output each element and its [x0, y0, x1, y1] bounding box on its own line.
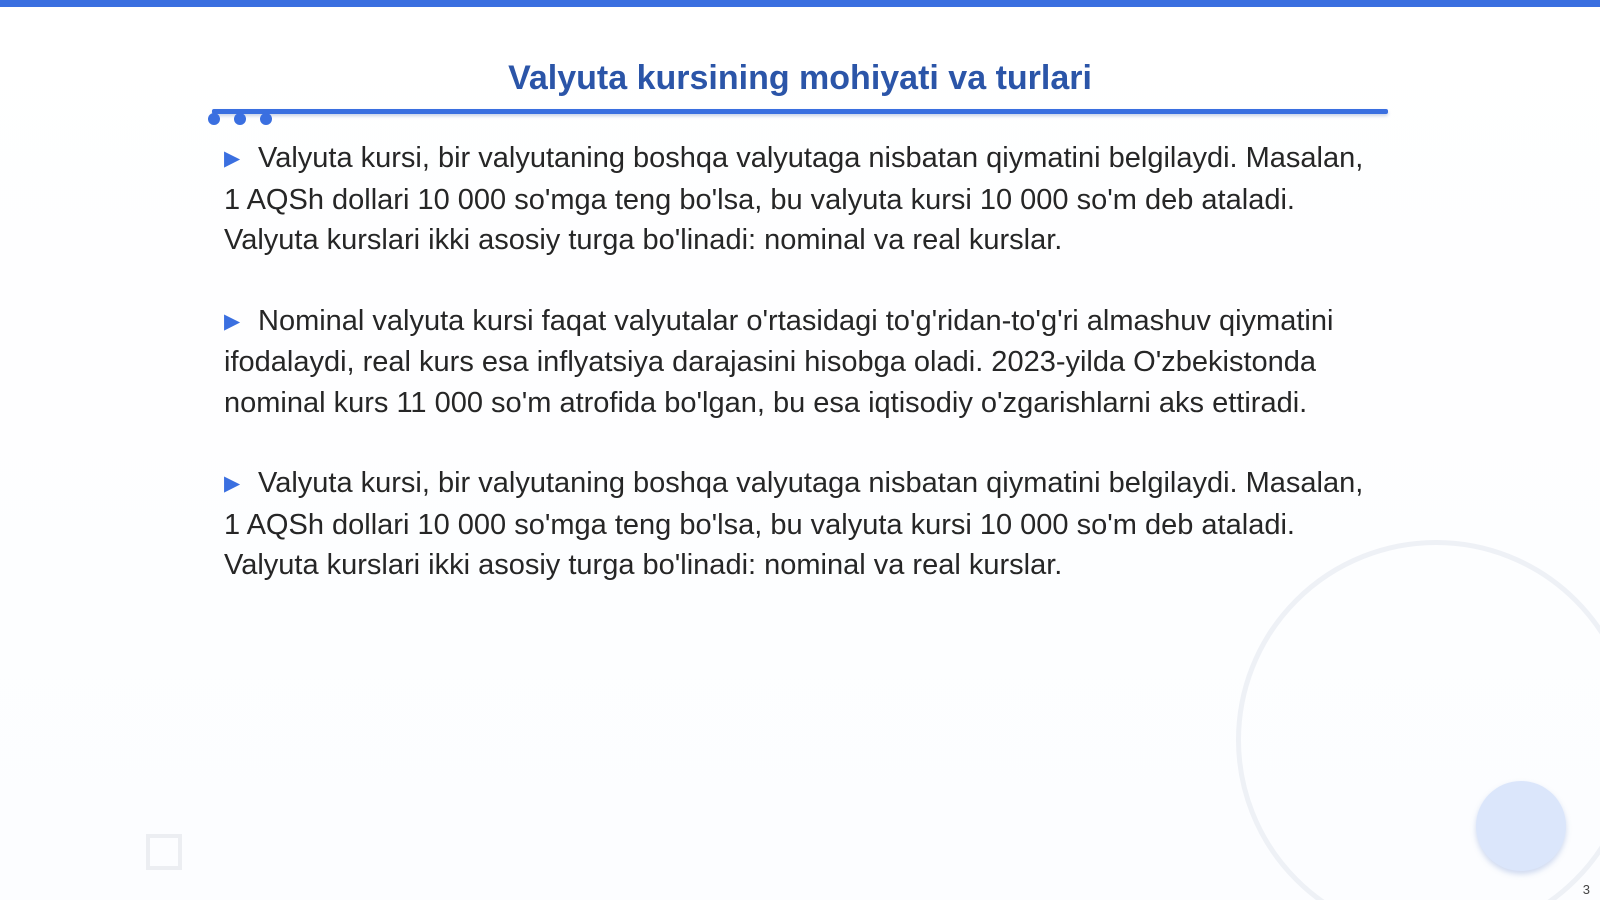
slide-title: Valyuta kursining mohiyati va turlari	[508, 59, 1092, 97]
underline-dot	[208, 113, 220, 125]
decorative-square	[146, 834, 182, 870]
underline-dot	[260, 113, 272, 125]
triangle-right-icon: ▶	[224, 472, 241, 495]
bullet-text: Valyuta kursi, bir valyutaning boshqa valyutaga nisbatan qiymatini belgilaydi. Masalan, 1 AQSh dollari 10 000 so'mga teng bo'lsa, bu valyuta kursi 10 000 so'm deb ataladi. Valyuta kurslari ikki asosiy turga bo'linadi: nominal va real kurslar.	[224, 142, 1364, 256]
decorative-circle	[1476, 781, 1566, 871]
bullet-list	[224, 138, 1374, 626]
underline-dot	[234, 113, 246, 125]
bullet-item	[224, 463, 1374, 586]
bullet-text: Nominal valyuta kursi faqat valyutalar o'rtasidagi to'g'ridan-to'g'ri almashuv qiymatini ifodalaydi, real kurs esa inflyatsiya darajasini hisobga oladi. 2023-yilda O'zbekistonda nominal kurs 11 000 so'm atrofida bo'lgan, bu esa iqtisodiy o'zgarishlarni aks ettiradi.	[224, 304, 1334, 419]
bullet-item	[224, 301, 1374, 424]
top-accent-bar	[0, 0, 1600, 7]
bullet-item	[224, 138, 1374, 261]
triangle-right-icon: ▶	[224, 309, 241, 333]
title-underline	[212, 109, 1388, 114]
bullet-text: Valyuta kursi, bir valyutaning boshqa valyutaga nisbatan qiymatini belgilaydi. Masalan, 1 AQSh dollari 10 000 so'mga teng bo'lsa, bu valyuta kursi 10 000 so'm deb ataladi. Valyuta kurslari ikki asosiy turga bo'linadi: nominal va real kurslar.	[224, 467, 1364, 581]
triangle-right-icon: ▶	[224, 147, 241, 170]
page-number: 3	[1582, 882, 1590, 897]
